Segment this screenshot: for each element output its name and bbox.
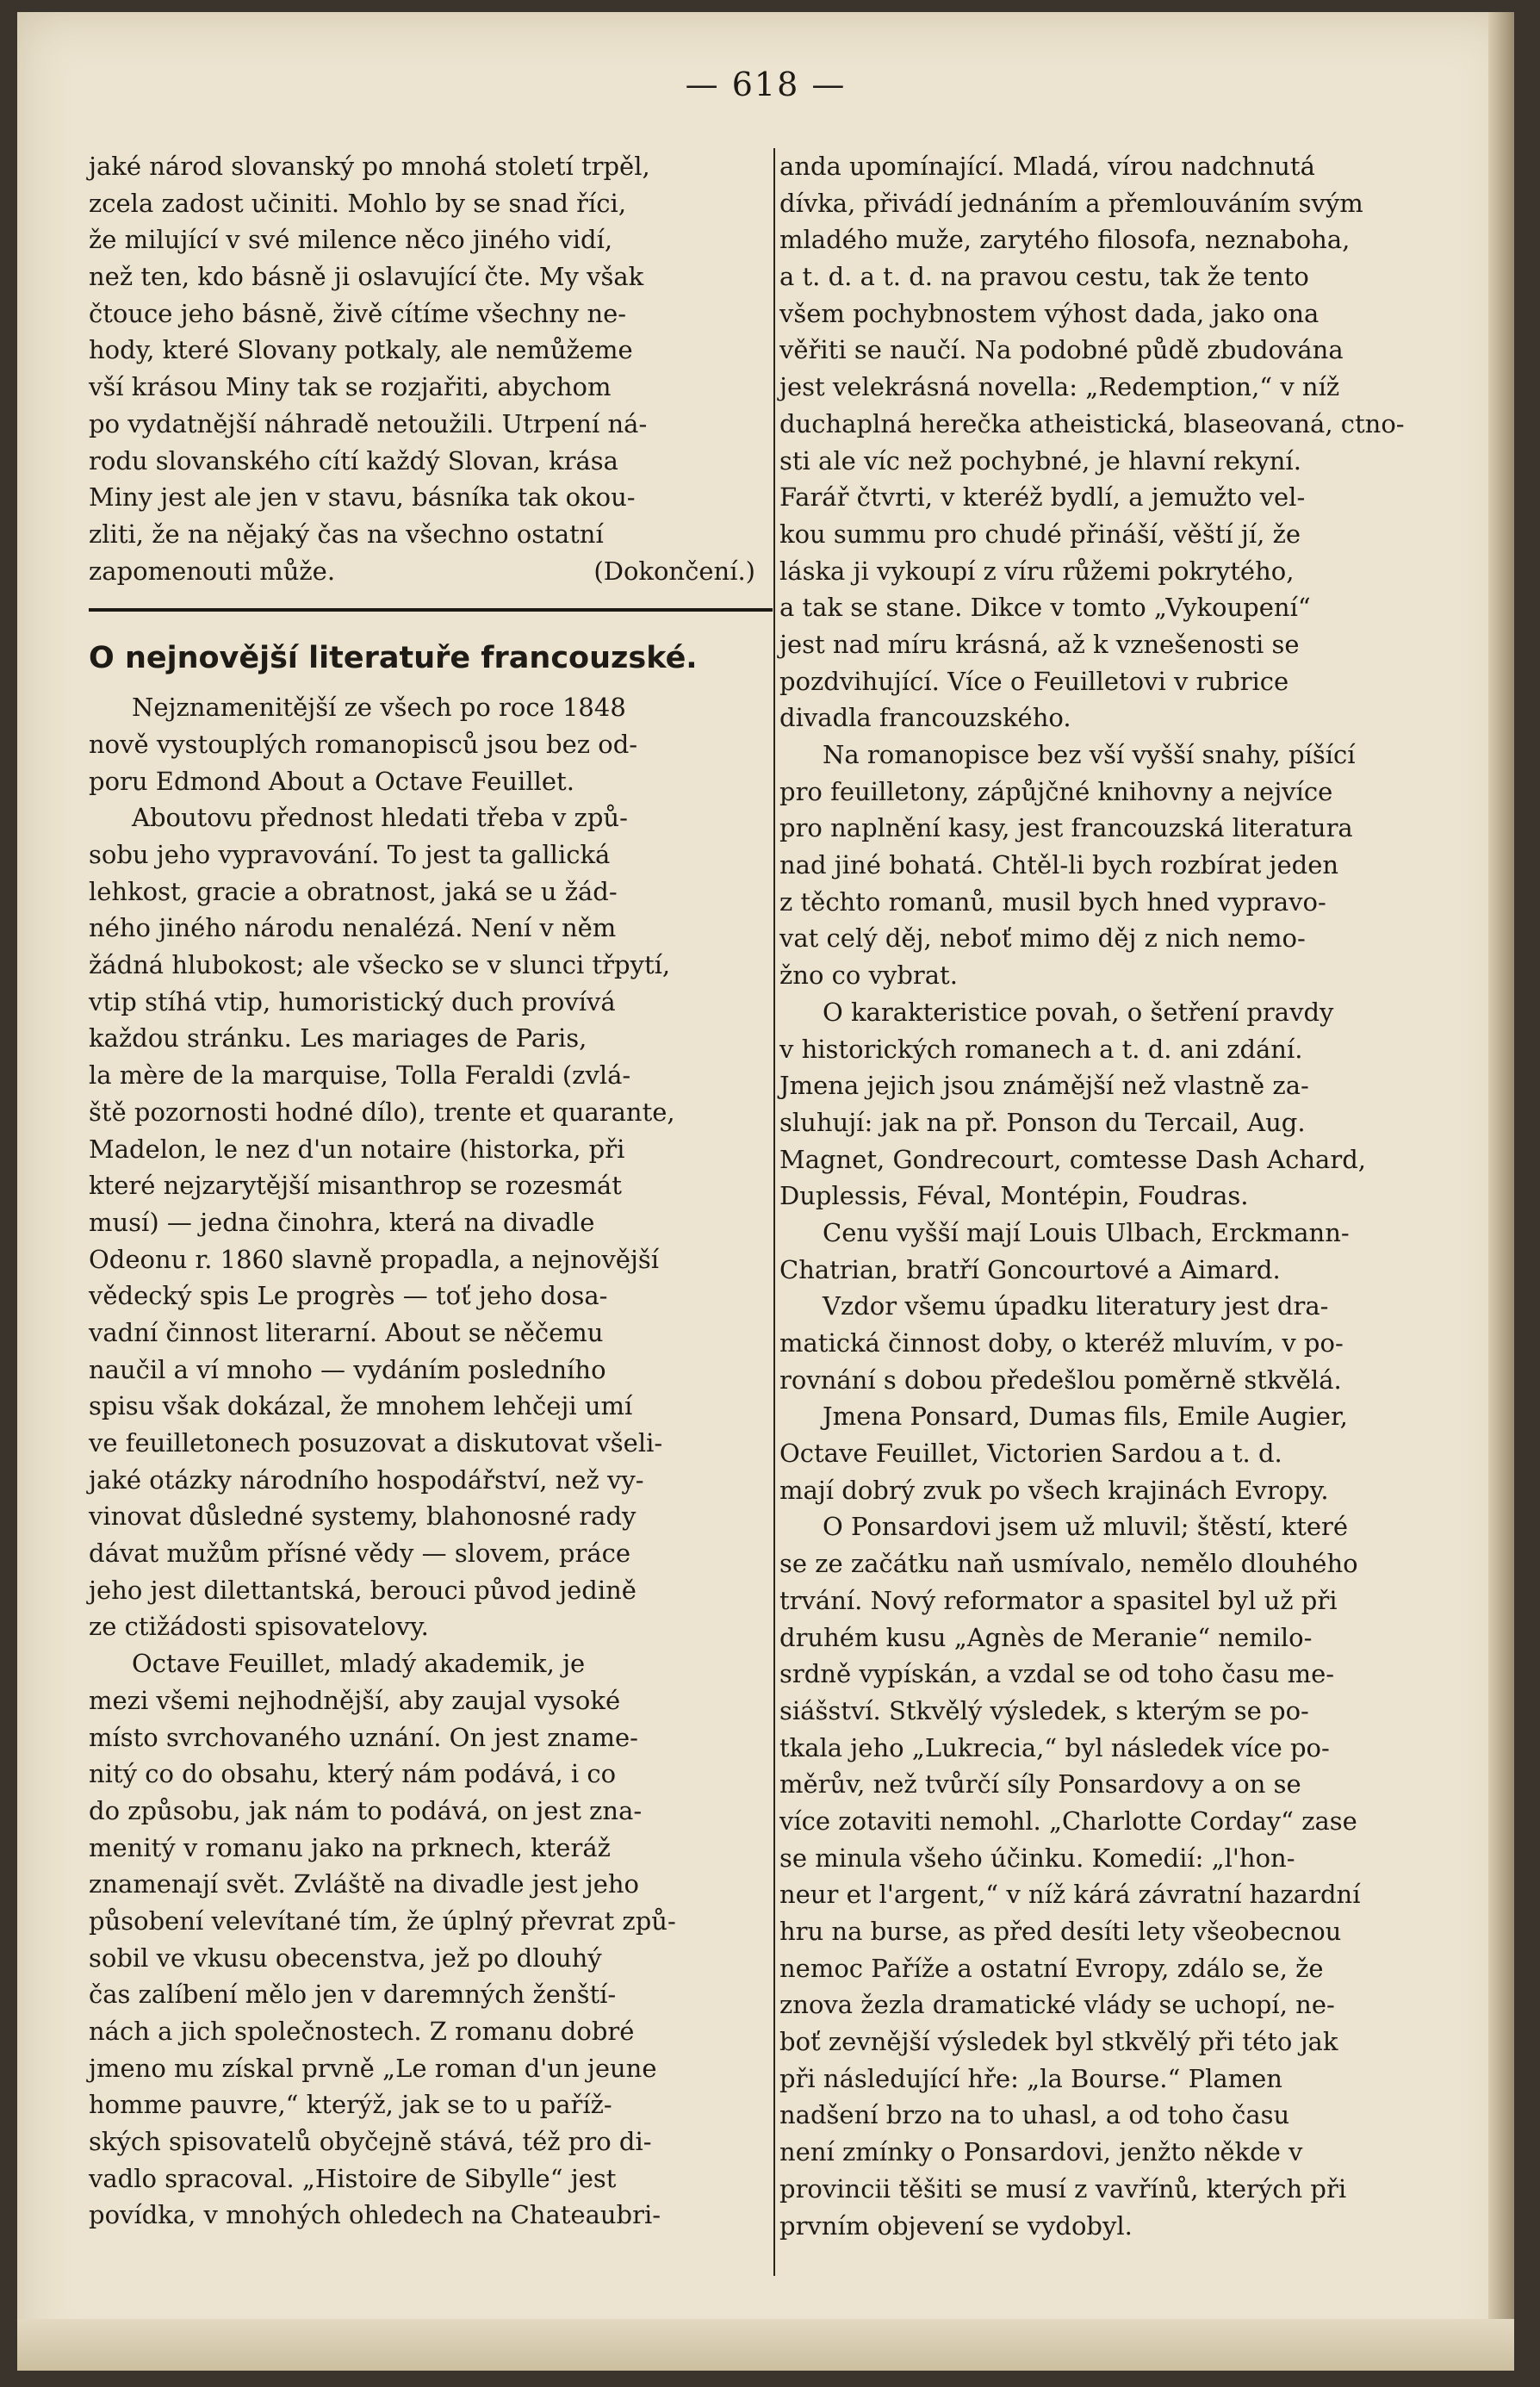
text-line: ště pozornosti hodné dílo), trente et quarante,	[89, 1097, 675, 1127]
text-line: naučil a ví mnoho — vydáním posledního	[89, 1354, 606, 1384]
text-line: vědecký spis Le progrès — toť jeho dosa-	[89, 1281, 608, 1311]
continued-note: (Dokončení.)	[593, 556, 755, 586]
text-line: pro feuilletony, zápůjčné knihovny a nejvíce	[779, 776, 1333, 806]
text-line: Octave Feuillet, mladý akademik, je	[132, 1649, 586, 1679]
left-intro-paragraph	[89, 148, 773, 553]
text-line: Duplessis, Féval, Montépin, Foudras.	[779, 1181, 1249, 1211]
text-line: la mère de la marquise, Tolla Feraldi (zvlá-	[89, 1060, 631, 1091]
last-line: zapomenouti může.	[89, 556, 336, 586]
article-body-right	[779, 148, 1477, 2244]
text-line: jaké národ slovanský po mnohá století trpěl,	[89, 152, 650, 181]
right-column	[779, 148, 1477, 2244]
text-line: zliti, že na nějaký čas na všechno ostatní	[89, 519, 604, 549]
text-line: matická činnost doby, o kteréž mluvím, v po-	[779, 1328, 1344, 1358]
article-body-left	[89, 689, 773, 2234]
text-line: rovnání s dobou předešlou poměrně stkvělá.	[779, 1364, 1342, 1395]
text-line: jest nad míru krásná, až k vznešenosti se	[779, 629, 1300, 659]
page-number: — 618 —	[685, 65, 847, 103]
text-line: a tak se stane. Dikce v tomto „Vykoupení“	[779, 593, 1311, 623]
text-line: Aboutovu přednost hledati třeba v způ-	[132, 803, 628, 833]
text-line: pozdvihující. Více o Feuilletovi v rubrice	[779, 666, 1289, 696]
text-line: z těchto romanů, musil bych hned vypravo-	[779, 886, 1326, 917]
text-line: Vzdor všemu úpadku literatury jest dra-	[823, 1291, 1329, 1321]
text-line: anda upomínající. Mladá, vírou nadchnutá	[779, 152, 1315, 181]
text-line: ze ctižádosti spisovatelovy.	[89, 1612, 429, 1642]
article-heading: O nejnovější literatuře francouzské.	[89, 641, 698, 676]
text-line: znova žezla dramatické vlády se uchopí, ne-	[779, 1990, 1335, 2020]
text-line: mají dobrý zvuk po všech krajinách Evropy.	[779, 1475, 1329, 1505]
text-line	[89, 553, 773, 590]
text-line: trvání. Nový reformator a spasitel byl už při	[779, 1585, 1338, 1615]
text-line: divadla francouzského.	[779, 703, 1071, 733]
text-line: více zotaviti nemohl. „Charlotte Corday“ zase	[779, 1806, 1357, 1836]
text-line: homme pauvre,“ kterýž, jak se to u paříž-	[89, 2090, 612, 2120]
text-line: měrův, než tvůrčí síly Ponsardovy a on se	[779, 1769, 1301, 1800]
text-line: v historických romanech a t. d. ani zdání.	[779, 1034, 1303, 1064]
text-line: nadšení brzo na to uhasl, a od toho času	[779, 2100, 1290, 2130]
text-line: vinovat důsledné systemy, blahonosné rady	[89, 1501, 636, 1532]
column-divider	[773, 148, 775, 2276]
text-line: sobil ve vkusu obecenstva, jež po dlouhý	[89, 1943, 602, 1973]
page-bottom-margin	[17, 2319, 1514, 2371]
text-line: nově vystouplých romanopisců jsou bez od-	[89, 729, 638, 759]
text-line: sobu jeho vypravování. To jest ta gallická	[89, 840, 611, 869]
text-line: čtouce jeho básně, živě cítíme všechny ne-	[89, 298, 627, 328]
text-line: místo svrchovaného uznání. On jest zname-	[89, 1722, 638, 1752]
text-line: O Ponsardovi jsem už mluvil; štěstí, které	[823, 1512, 1349, 1542]
text-line: kou summu pro chudé přináší, věští jí, že	[779, 519, 1301, 549]
text-line: Magnet, Gondrecourt, comtesse Dash Achard,	[779, 1144, 1366, 1174]
text-line: mezi všemi nejhodnější, aby zaujal vysoké	[89, 1685, 621, 1715]
text-line: není zmínky o Ponsardovi, jenžto někde v	[779, 2137, 1303, 2167]
text-line: vat celý děj, neboť mimo děj z nich nemo-	[779, 923, 1306, 954]
text-line: Na romanopisce bez vší vyšší snahy, píšící	[823, 740, 1356, 769]
text-line: duchaplná herečka atheistická, blaseovaná, ctno-	[779, 408, 1405, 438]
text-line: musí) — jedna činohra, která na divadle	[89, 1207, 595, 1237]
text-line: mladého muže, zarytého filosofa, neznaboha,	[779, 225, 1351, 255]
text-line: tkala jeho „Lukrecia,“ byl následek více po-	[779, 1732, 1330, 1762]
text-line: povídka, v mnohých ohledech na Chateaubri-	[89, 2200, 661, 2230]
text-line: jest velekrásná novella: „Redemption,“ v níž	[779, 372, 1340, 402]
text-line: se minula všeho účinku. Komedií: „l'hon-	[779, 1843, 1295, 1873]
text-line: že milující v své milence něco jiného vidí,	[89, 225, 613, 255]
text-line: provincii těšiti se musí z vavřínů, kterých při	[779, 2173, 1347, 2204]
text-line: druhém kusu „Agnès de Meranie“ nemilo-	[779, 1622, 1313, 1652]
text-line: boť zevnější výsledek byl stkvělý při této jak	[779, 2027, 1338, 2057]
text-line: Jmena jejich jsou známější než vlastně za-	[779, 1071, 1309, 1101]
text-line: při následující hře: „la Bourse.“ Plamen	[779, 2063, 1282, 2093]
text-line: spisu však dokázal, že mnohem lehčeji umí	[89, 1391, 633, 1421]
text-line: Cenu vyšší mají Louis Ulbach, Erckmann-	[823, 1217, 1350, 1247]
text-line: hru na burse, as před desíti lety všeobecnou	[779, 1917, 1342, 1946]
text-line: láska ji vykoupí z víru růžemi pokrytého,	[779, 556, 1295, 586]
text-line: se ze začátku naň usmívalo, nemělo dlouhého	[779, 1549, 1358, 1579]
text-line: jeho jest dilettantská, berouci původ jedině	[89, 1575, 636, 1605]
text-line: vší krásou Miny tak se rozjařiti, abychom	[89, 372, 612, 402]
text-line: sluhují: jak na př. Ponson du Tercail, Aug.	[779, 1107, 1306, 1137]
text-line: každou stránku. Les mariages de Paris,	[89, 1023, 587, 1054]
text-line: které nejzarytější misanthrop se rozesmát	[89, 1171, 622, 1201]
text-line: jmeno mu získal prvně „Le roman d'un jeune	[89, 2053, 657, 2083]
text-line: a t. d. a t. d. na pravou cestu, tak že tento	[779, 262, 1309, 292]
section-rule	[89, 608, 773, 612]
book-spine	[1488, 12, 1514, 2371]
text-line: neur et l'argent,“ v níž kárá závratní hazardní	[779, 1880, 1361, 1910]
text-line: vadní činnost literarní. About se něčemu	[89, 1317, 604, 1347]
text-line: po vydatnější náhradě netoužili. Utrpení ná-	[89, 408, 648, 438]
text-line: dívka, přivádí jednáním a přemlouváním svým	[779, 188, 1363, 218]
text-line: nemoc Paříže a ostatní Evropy, zdálo se, že	[779, 1953, 1324, 1983]
text-line: siášství. Stkvělý výsledek, s kterým se po-	[779, 1695, 1309, 1725]
text-line: nad jiné bohatá. Chtěl-li bych rozbírat jeden	[779, 850, 1339, 880]
text-line: poru Edmond About a Octave Feuillet.	[89, 766, 574, 796]
text-line: O karakteristice povah, o šetření pravdy	[823, 997, 1334, 1027]
text-line: jaké otázky národního hospodářství, než vy-	[89, 1464, 644, 1495]
text-line: menitý v romanu jako na prknech, kteráž	[89, 1832, 611, 1862]
text-line: nách a jich společnostech. Z romanu dobré	[89, 2017, 635, 2046]
text-line: zcela zadost učiniti. Mohlo by se snad říci,	[89, 188, 627, 218]
text-line: než ten, kdo básně ji oslavující čte. My však	[89, 262, 644, 292]
text-line: Chatrian, bratří Goncourtové a Aimard.	[779, 1254, 1281, 1284]
text-line: lehkost, gracie a obratnost, jaká se u žád-	[89, 876, 618, 906]
text-line: ného jiného národu nenalézá. Není v něm	[89, 913, 617, 943]
page-sheet	[17, 12, 1514, 2371]
text-line: vtip stíhá vtip, humoristický duch provívá	[89, 986, 616, 1016]
text-line: rodu slovanského cítí každý Slovan, krása	[89, 445, 618, 476]
text-line: srdně vypískán, a vzdal se od toho času me-	[779, 1659, 1335, 1689]
text-line: žno co vybrat.	[779, 960, 958, 991]
text-line: do způsobu, jak nám to podává, on jest zna-	[89, 1795, 643, 1825]
text-line: Octave Feuillet, Victorien Sardou a t. d.	[779, 1439, 1282, 1469]
text-line: všem pochybnostem výhost dada, jako ona	[779, 298, 1320, 328]
text-line: dávat mužům přísné vědy — slovem, práce	[89, 1538, 631, 1569]
text-line: ských spisovatelů obyčejně stává, též pro di-	[89, 2127, 652, 2157]
text-line: prvním objevení se vydobyl.	[779, 2210, 1133, 2241]
text-line: žádná hlubokost; ale všecko se v slunci třpytí,	[89, 950, 671, 980]
text-line: hody, které Slovany potkaly, ale nemůžeme	[89, 335, 633, 365]
text-line: Farář čtvrti, v kteréž bydlí, a jemužto vel-	[779, 482, 1306, 513]
text-line: vadlo spracoval. „Histoire de Sibylle“ jest	[89, 2163, 617, 2193]
text-line: čas zalíbení mělo jen v daremných ženští-	[89, 1980, 617, 2010]
text-line: pro naplnění kasy, jest francouzská literatura	[779, 813, 1353, 843]
text-line: znamenají svět. Zvláště na divadle jest jeho	[89, 1869, 640, 1899]
text-line: Nejznamenitější ze všech po roce 1848	[132, 693, 626, 723]
text-line: nitý co do obsahu, který nám podává, i co	[89, 1759, 617, 1789]
text-line: sti ale víc než pochybné, je hlavní rekyní.	[779, 445, 1301, 476]
text-line: věřiti se naučí. Na podobné půdě zbudována	[779, 335, 1344, 365]
text-line: Madelon, le nez d'un notaire (historka, při	[89, 1134, 625, 1164]
text-line: Jmena Ponsard, Dumas fils, Emile Augier,	[823, 1402, 1348, 1432]
text-line: Odeonu r. 1860 slavně propadla, a nejnovější	[89, 1244, 660, 1274]
text-line: Miny jest ale jen v stavu, básníka tak okou-	[89, 482, 636, 513]
text-line: působení velevítané tím, že úplný převrat způ-	[89, 1905, 676, 1936]
text-line: ve feuilletonech posuzovat a diskutovat všeli-	[89, 1428, 663, 1458]
left-column	[89, 148, 773, 2234]
